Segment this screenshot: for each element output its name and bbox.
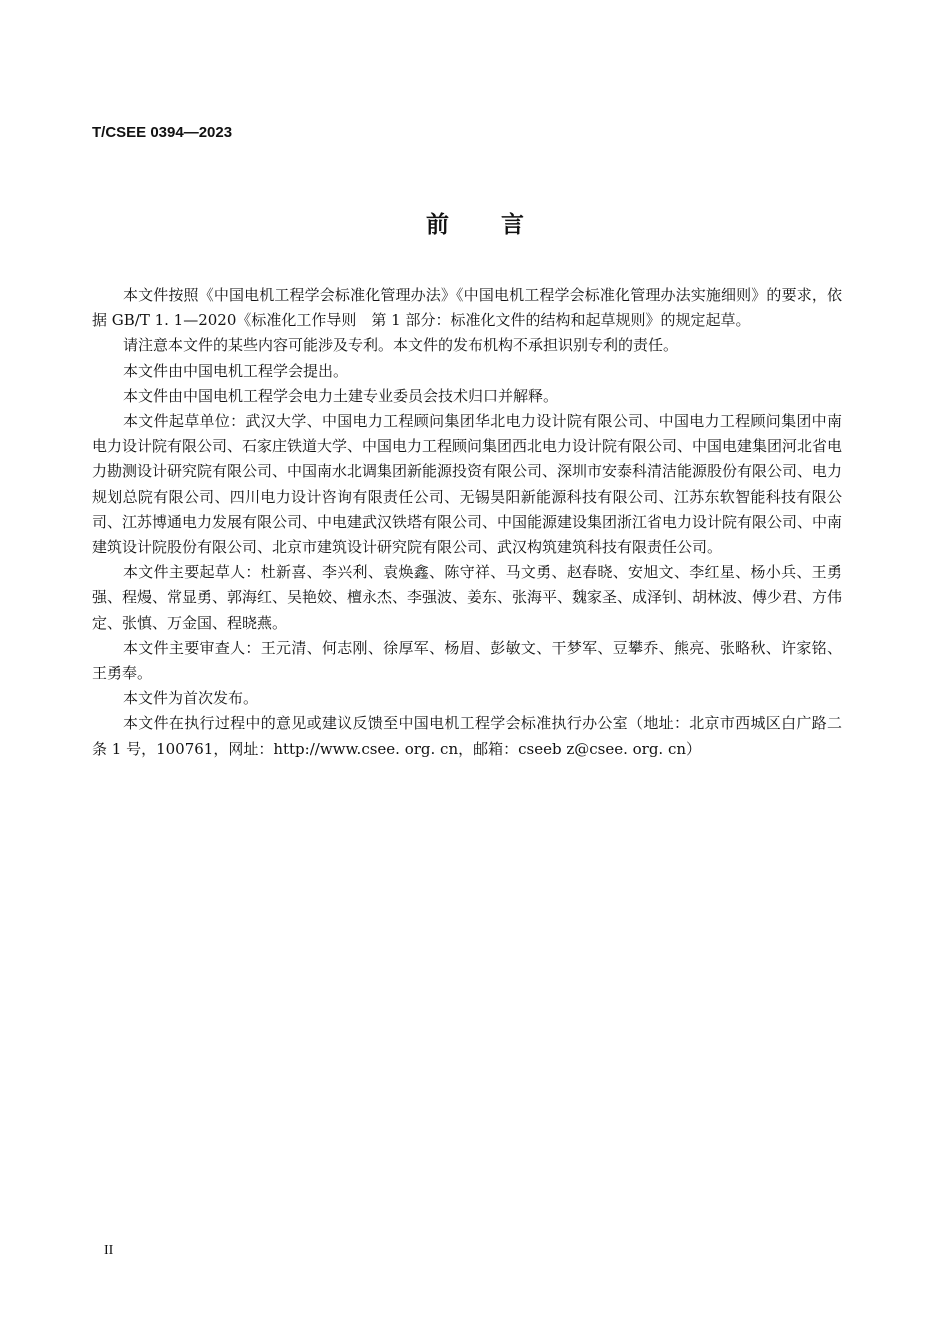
paragraph-main-reviewers: 本文件主要审查人：王元清、何志刚、徐厚军、杨眉、彭敏文、干梦军、豆攀乔、熊亮、张略秋、许家铭、王勇奉。 [92,638,842,683]
paragraph-feedback-contact: 本文件在执行过程中的意见或建议反馈至中国电机工程学会标准执行办公室（地址：北京市西城区白广路二条 1 号，100761，网址：http://www.csee. org. cn，邮箱：cseeb z@csee. org. cn） [92,714,842,758]
paragraph-drafting-units: 本文件起草单位：武汉大学、中国电力工程顾问集团华北电力设计院有限公司、中国电力工程顾问集团中南电力设计院有限公司、石家庄铁道大学、中国电力工程顾问集团西北电力设计院有限公司、中国电建集团河北省电力勘测设计研究院有限公司、中国南水北调集团新能源投资有限公司、深圳市安泰科清洁能源股份有限公司、电力规划总院有限公司、四川电力设计咨询有限责任公司、无锡昊阳新能源科技有限公司、江苏东软智能科技有限公司、江苏博通电力发展有限公司、中电建武汉铁塔有限公司、中国能源建设集团浙江省电力设计院有限公司、中南建筑设计院股份有限公司、北京市建筑设计研究院有限公司、武汉构筑建筑科技有限责任公司。 [92,412,843,557]
paragraph-drafting-basis: 本文件按照《中国电机工程学会标准化管理办法》《中国电机工程学会标准化管理办法实施细则》的要求，依据 GB/T 1. 1—2020《标准化工作导则 第 1 部分：标准化文件的结构和起草规则》的规定起草。 [92,286,842,330]
paragraph-first-release: 本文件为首次发布。 [123,689,259,708]
page-number: II [104,1243,114,1258]
preface-body [92,283,842,762]
paragraph-patent-notice: 请注意本文件的某些内容可能涉及专利。本文件的发布机构不承担识别专利的责任。 [123,336,679,355]
paragraph-technical-committee: 本文件由中国电机工程学会电力土建专业委员会技术归口并解释。 [123,386,559,405]
paragraph-proposer: 本文件由中国电机工程学会提出。 [123,361,349,380]
document-code: T/CSEE 0394—2023 [92,124,233,141]
section-title: 前言 [426,212,576,238]
paragraph-main-drafters: 本文件主要起草人：杜新喜、李兴利、袁焕鑫、陈守祥、马文勇、赵春晓、安旭文、李红星、杨小兵、王勇强、程熳、常显勇、郭海红、吴艳姣、檀永杰、李强波、姜东、张海平、魏家圣、成泽钊、胡林波、傅少君、方伟定、张慎、万金国、程晓燕。 [92,563,843,632]
